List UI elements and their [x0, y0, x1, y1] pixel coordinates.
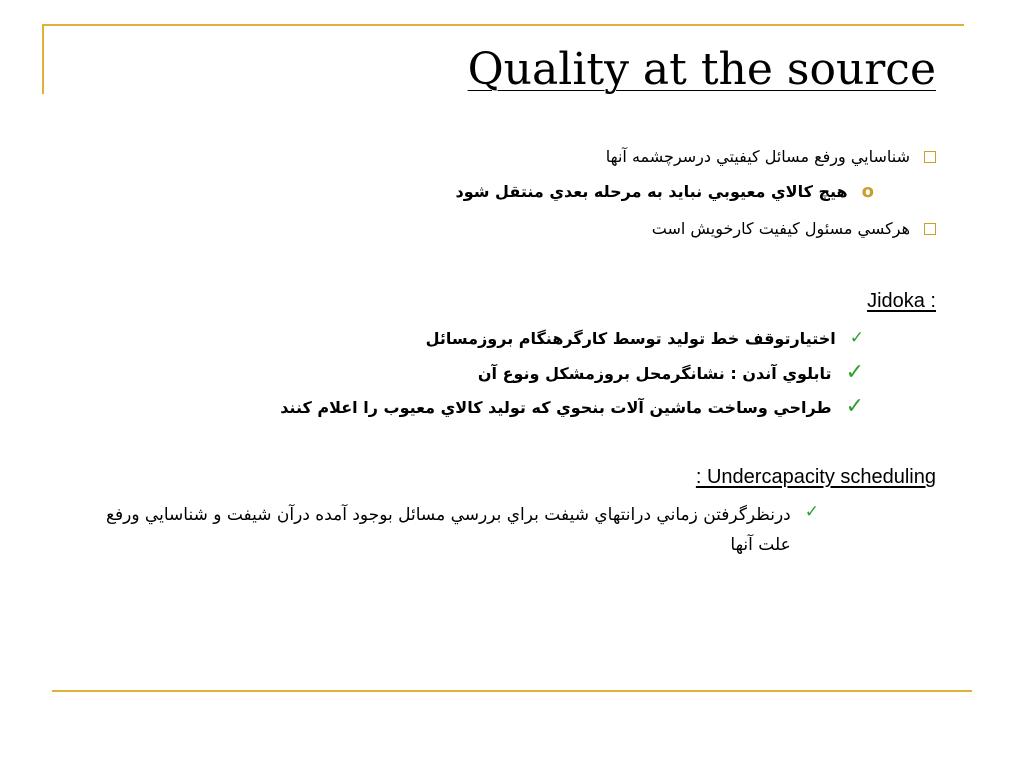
undercapacity-heading: : Undercapacity scheduling [695, 466, 936, 488]
frame-bottom-rule [52, 690, 972, 692]
check-icon: ✓ [845, 360, 864, 385]
jidoka-item-3 [280, 396, 864, 418]
jidoka-item-text: اختيارتوقف خط توليد توسط كارگرهنگام بروزمسائل [425, 329, 836, 348]
sub-bullet-item [456, 181, 875, 202]
jidoka-item-2 [478, 362, 864, 384]
frame-left-rule [42, 24, 44, 94]
frame-top-rule [42, 24, 964, 26]
undercapacity-item [71, 500, 819, 560]
undercapacity-text: درنظرگرفتن زماني درانتهاي شيفت براي بررسي مسائل بوجود آمده درآن شيفت و شناسايي ورفع علت آنها [105, 505, 791, 555]
jidoka-heading: Jidoka : [867, 290, 936, 312]
square-bullet-icon [924, 151, 936, 163]
check-icon: ✓ [849, 328, 864, 348]
check-icon: ✓ [845, 394, 864, 419]
slide-title: Quality at the source [467, 44, 936, 95]
bullet-item-2 [652, 219, 936, 238]
jidoka-item-text: تابلوي آندن : نشانگرمحل بروزمشكل ونوع آن [477, 363, 832, 383]
bullet-item-text: شناسايي ورفع مسائل كيفيتي درسرچشمه آنها [605, 147, 910, 166]
bullet-item-text: هركسي مسئول كيفيت كارخويش است [651, 219, 910, 238]
jidoka-item-text: طراحي وساخت ماشين آلات بنحوي كه توليد كالاي معيوب را اعلام كنند [280, 397, 832, 417]
check-icon: ✓ [804, 502, 819, 522]
sub-bullet-item-text: هيچ كالاي معيوبي نبايد به مرحله بعدي منتقل شود [455, 182, 848, 201]
bullet-item-1 [606, 147, 936, 166]
square-bullet-icon [924, 223, 936, 235]
jidoka-item-1 [426, 329, 864, 348]
circle-bullet-icon: o [861, 181, 874, 202]
